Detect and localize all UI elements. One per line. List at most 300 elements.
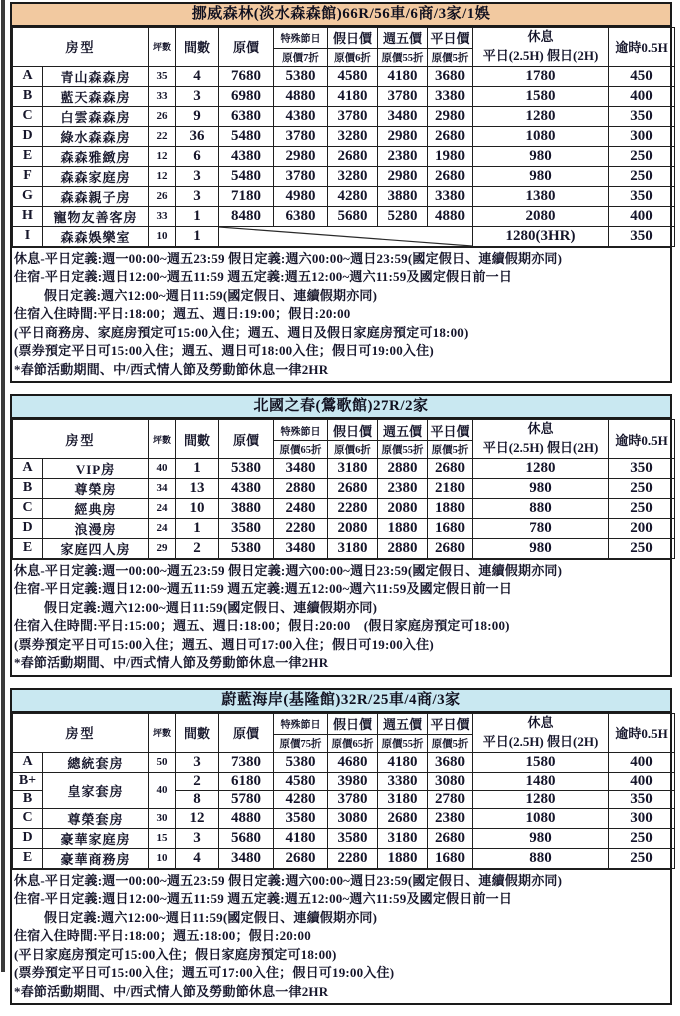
size-cell: 35 <box>149 66 176 86</box>
table-title: 蔚藍海岸(基隆館)32R/25車/4商/3家 <box>12 690 670 713</box>
table-row <box>13 538 675 558</box>
price-cell: 2280 <box>328 498 378 518</box>
rest-price-cell: 1080 <box>473 126 609 146</box>
note-line: (平日家庭房預定可15:00入住；假日家庭房預定可18:00) <box>14 946 337 962</box>
price-cell: 6980 <box>219 86 274 106</box>
rest-header-sub: 平日(2.5H) 假日(2H) <box>482 733 599 749</box>
count-cell: 6 <box>176 146 219 166</box>
room-name-cell: 豪華商務房 <box>43 848 149 868</box>
rest-price-cell: 1280(3HR) <box>473 226 609 246</box>
col-header-price-0: 特殊節日 <box>274 28 328 49</box>
room-code-cell: E <box>13 538 43 558</box>
count-cell: 13 <box>176 478 219 498</box>
col-header-original-price: 原價 <box>219 28 274 67</box>
room-name-cell: 寵物友善客房 <box>43 206 149 226</box>
room-name-cell: 綠水森森房 <box>43 126 149 146</box>
overtime-cell: 250 <box>609 848 675 868</box>
count-cell: 10 <box>176 498 219 518</box>
price-cell: 4880 <box>274 86 328 106</box>
table-row <box>13 772 675 790</box>
col-subheader-discount-3: 原價5折 <box>428 441 473 459</box>
room-code-cell: C <box>13 808 43 828</box>
table-row <box>13 848 675 868</box>
size-cell: 12 <box>149 146 176 166</box>
col-header-price-3: 平日價 <box>428 28 473 49</box>
overtime-cell: 350 <box>609 790 675 808</box>
room-code-cell: A <box>13 458 43 478</box>
rest-price-cell: 880 <box>473 848 609 868</box>
price-cell: 3180 <box>328 458 378 478</box>
room-name-cell: 尊榮套房 <box>43 808 149 828</box>
table-title: 挪威森林(淡水森森館)66R/56車/6商/3家/1娛 <box>12 4 670 27</box>
size-cell: 33 <box>149 86 176 106</box>
overtime-cell: 300 <box>609 808 675 828</box>
note-line: (平日商務房、家庭房預定可15:00入住；週五、週日及假日家庭房預定可18:00) <box>14 324 469 340</box>
size-cell: 30 <box>149 808 176 828</box>
rest-price-cell: 980 <box>473 538 609 558</box>
col-header-overtime: 逾時0.5H <box>609 28 675 67</box>
price-cell: 3480 <box>219 848 274 868</box>
room-code-cell: B+ <box>13 772 43 790</box>
price-cell: 4180 <box>328 86 378 106</box>
overtime-cell: 250 <box>609 538 675 558</box>
col-header-rest <box>473 28 609 67</box>
price-cell: 1680 <box>428 518 473 538</box>
size-cell: 22 <box>149 126 176 146</box>
notes-block <box>12 559 670 675</box>
note-line: 假日定義:週六12:00~週日11:59(國定假日、連續假期亦同) <box>14 599 378 615</box>
col-header-price-2: 週五價 <box>378 713 428 734</box>
room-code-cell: D <box>13 828 43 848</box>
price-cell: 1880 <box>428 498 473 518</box>
rest-price-cell: 2080 <box>473 206 609 226</box>
room-code-cell: F <box>13 166 43 186</box>
price-cell: 2780 <box>428 790 473 808</box>
count-cell: 3 <box>176 752 219 772</box>
rest-price-cell: 1280 <box>473 790 609 808</box>
room-code-cell: E <box>13 146 43 166</box>
count-cell: 1 <box>176 226 219 246</box>
table-row <box>13 86 675 106</box>
col-header-count: 間數 <box>176 713 219 752</box>
col-subheader-discount-0: 原價65折 <box>274 441 328 459</box>
scan-edge-line <box>1 0 5 972</box>
room-name-cell: 經典房 <box>43 498 149 518</box>
col-subheader-discount-0: 原價7折 <box>274 48 328 66</box>
overtime-cell: 250 <box>609 146 675 166</box>
rest-header-sub: 平日(2.5H) 假日(2H) <box>482 47 599 63</box>
room-code-cell: A <box>13 66 43 86</box>
price-cell: 2680 <box>328 478 378 498</box>
price-cell: 3380 <box>378 772 428 790</box>
price-cell: 2880 <box>378 538 428 558</box>
col-header-count: 間數 <box>176 420 219 459</box>
rest-header-top: 休息 <box>527 714 554 730</box>
room-code-cell: C <box>13 106 43 126</box>
col-subheader-discount-2: 原價55折 <box>378 734 428 752</box>
col-header-price-0: 特殊節日 <box>274 420 328 441</box>
note-line: 住宿入住時間:平日:18:00；週五:18:00；假日:20:00 <box>14 928 311 944</box>
price-cell: 5480 <box>219 166 274 186</box>
price-cell: 3280 <box>328 126 378 146</box>
table-row <box>13 126 675 146</box>
count-cell: 1 <box>176 206 219 226</box>
room-name-cell: 尊榮房 <box>43 478 149 498</box>
price-cell: 5680 <box>328 206 378 226</box>
room-name-cell: 總統套房 <box>43 752 149 772</box>
price-cell: 4380 <box>219 478 274 498</box>
note-line: (票券預定平日可15:00入住；週五、週日可17:00入住；假日可19:00入住) <box>14 636 434 652</box>
room-name-cell: 家庭四人房 <box>43 538 149 558</box>
price-table <box>12 27 675 247</box>
price-cell: 2680 <box>274 848 328 868</box>
price-cell: 2080 <box>328 518 378 538</box>
price-cell: 2280 <box>328 848 378 868</box>
rest-price-cell: 1480 <box>473 772 609 790</box>
price-cell: 4580 <box>328 66 378 86</box>
price-cell: 5380 <box>219 458 274 478</box>
col-header-price-1: 假日價 <box>328 713 378 734</box>
rest-price-cell: 980 <box>473 166 609 186</box>
note-line: (票券預定平日可15:00入住；週五、週日可18:00入住；假日可19:00入住) <box>14 343 434 359</box>
overtime-cell: 250 <box>609 828 675 848</box>
col-subheader-discount-3: 原價5折 <box>428 48 473 66</box>
size-cell: 12 <box>149 166 176 186</box>
page <box>10 2 672 1016</box>
room-code-cell: E <box>13 848 43 868</box>
price-cell: 5380 <box>274 66 328 86</box>
col-header-rest <box>473 420 609 459</box>
count-cell: 3 <box>176 166 219 186</box>
diagonal-line <box>219 227 472 246</box>
col-header-room-type: 房型 <box>13 420 149 459</box>
price-cell: 2280 <box>274 518 328 538</box>
overtime-cell: 300 <box>609 126 675 146</box>
price-cell: 1880 <box>378 848 428 868</box>
col-header-overtime: 逾時0.5H <box>609 420 675 459</box>
price-cell: 4280 <box>328 186 378 206</box>
table-row <box>13 498 675 518</box>
rest-header-top: 休息 <box>527 29 554 44</box>
price-cell: 3080 <box>428 772 473 790</box>
price-cell: 3780 <box>274 126 328 146</box>
price-cell: 1680 <box>428 848 473 868</box>
price-cell: 3380 <box>428 186 473 206</box>
table-row <box>13 478 675 498</box>
price-cell: 7380 <box>219 752 274 772</box>
overtime-cell: 400 <box>609 752 675 772</box>
note-line: 住宿入住時間:平日:18:00；週五、週日:19:00；假日:20:00 <box>14 306 351 322</box>
rest-price-cell: 780 <box>473 518 609 538</box>
price-cell: 2680 <box>378 808 428 828</box>
price-table <box>12 419 675 559</box>
price-cell: 1880 <box>378 518 428 538</box>
table-row <box>13 458 675 478</box>
col-subheader-discount-2: 原價55折 <box>378 441 428 459</box>
overtime-cell: 350 <box>609 458 675 478</box>
overtime-cell: 250 <box>609 478 675 498</box>
price-cell: 2880 <box>378 458 428 478</box>
price-cell: 2880 <box>274 478 328 498</box>
price-cell: 3780 <box>274 166 328 186</box>
room-code-cell: C <box>13 498 43 518</box>
count-cell: 9 <box>176 106 219 126</box>
note-line: 住宿-平日定義:週日12:00~週五11:59 週五定義:週五12:00~週六11:59及國定假日前一日 <box>14 581 513 597</box>
room-name-cell: 白雲森森房 <box>43 106 149 126</box>
rest-price-cell: 1780 <box>473 66 609 86</box>
price-cell: 4880 <box>219 808 274 828</box>
price-cell: 3780 <box>328 106 378 126</box>
price-cell: 2380 <box>378 478 428 498</box>
price-cell: 3580 <box>219 518 274 538</box>
size-cell: 10 <box>149 226 176 246</box>
col-subheader-discount-2: 原價55折 <box>378 48 428 66</box>
col-subheader-discount-3: 原價5折 <box>428 734 473 752</box>
size-cell: 10 <box>149 848 176 868</box>
col-header-price-1: 假日價 <box>328 420 378 441</box>
col-header-price-3: 平日價 <box>428 713 473 734</box>
price-cell: 4280 <box>274 790 328 808</box>
price-cell: 4380 <box>274 106 328 126</box>
price-cell: 7680 <box>219 66 274 86</box>
price-cell: 2680 <box>428 828 473 848</box>
price-cell: 2680 <box>328 146 378 166</box>
size-cell: 34 <box>149 478 176 498</box>
overtime-cell: 400 <box>609 86 675 106</box>
notes-block <box>12 247 670 382</box>
note-line: 假日定義:週六12:00~週日11:59(國定假日、連續假期亦同) <box>14 909 378 925</box>
count-cell: 2 <box>176 538 219 558</box>
price-cell: 3180 <box>328 538 378 558</box>
price-table-section <box>10 394 672 677</box>
rest-price-cell: 1080 <box>473 808 609 828</box>
price-cell: 4580 <box>274 772 328 790</box>
price-cell: 5380 <box>219 538 274 558</box>
price-cell: 2180 <box>428 478 473 498</box>
room-name-cell: 皇家套房 <box>43 772 149 808</box>
count-cell: 12 <box>176 808 219 828</box>
room-name-cell: 青山森森房 <box>43 66 149 86</box>
price-cell: 3680 <box>428 752 473 772</box>
price-cell: 5480 <box>219 126 274 146</box>
price-cell: 2680 <box>428 458 473 478</box>
rest-price-cell: 1580 <box>473 752 609 772</box>
room-name-cell: VIP房 <box>43 458 149 478</box>
table-row <box>13 166 675 186</box>
col-subheader-discount-1: 原價65折 <box>328 734 378 752</box>
count-cell: 36 <box>176 126 219 146</box>
notes-block <box>12 869 670 1004</box>
price-cell: 3580 <box>328 828 378 848</box>
price-cell: 4380 <box>219 146 274 166</box>
room-code-cell: B <box>13 478 43 498</box>
overtime-cell: 250 <box>609 498 675 518</box>
price-cell: 3180 <box>378 790 428 808</box>
overtime-cell: 200 <box>609 518 675 538</box>
col-header-rest <box>473 713 609 752</box>
price-cell: 3480 <box>274 538 328 558</box>
price-cell: 2680 <box>428 538 473 558</box>
price-cell: 5780 <box>219 790 274 808</box>
count-cell: 1 <box>176 518 219 538</box>
size-cell: 40 <box>149 772 176 808</box>
overtime-cell: 350 <box>609 106 675 126</box>
price-cell: 3580 <box>274 808 328 828</box>
count-cell: 8 <box>176 790 219 808</box>
table-row <box>13 106 675 126</box>
table-row <box>13 828 675 848</box>
col-header-price-1: 假日價 <box>328 28 378 49</box>
table-row <box>13 752 675 772</box>
rest-price-cell: 1280 <box>473 458 609 478</box>
col-header-size: 坪數 <box>149 713 176 752</box>
price-cell: 6180 <box>219 772 274 790</box>
col-header-price-0: 特殊節日 <box>274 713 328 734</box>
price-cell: 3780 <box>378 86 428 106</box>
note-line: 住宿入住時間:平日:15:00；週五、週日:18:00；假日:20:00 (假日家庭房預定可18:00) <box>14 618 510 634</box>
room-code-cell: B <box>13 86 43 106</box>
price-cell: 2680 <box>428 166 473 186</box>
price-cell: 2980 <box>274 146 328 166</box>
price-cell: 3880 <box>378 186 428 206</box>
count-cell: 3 <box>176 86 219 106</box>
size-cell: 33 <box>149 206 176 226</box>
table-row <box>13 206 675 226</box>
price-cell: 3480 <box>274 458 328 478</box>
room-code-cell: D <box>13 518 43 538</box>
price-table-section <box>10 2 672 383</box>
col-subheader-discount-1: 原價6折 <box>328 441 378 459</box>
rest-price-cell: 1280 <box>473 106 609 126</box>
table-row <box>13 66 675 86</box>
price-cell: 3880 <box>219 498 274 518</box>
note-line: *春節活動期間、中/西式情人節及勞動節休息一律2HR <box>14 655 329 671</box>
price-cell: 3080 <box>328 808 378 828</box>
room-code-cell: D <box>13 126 43 146</box>
col-header-overtime: 逾時0.5H <box>609 713 675 752</box>
rest-header-sub: 平日(2.5H) 假日(2H) <box>482 440 599 456</box>
overtime-cell: 350 <box>609 186 675 206</box>
count-cell: 2 <box>176 772 219 790</box>
overtime-cell: 450 <box>609 66 675 86</box>
note-line: (票券預定平日可15:00入住；週五可17:00入住；假日可19:00入住) <box>14 965 395 981</box>
price-cell: 2980 <box>378 126 428 146</box>
price-cell: 5680 <box>219 828 274 848</box>
col-header-room-type: 房型 <box>13 713 149 752</box>
col-header-size: 坪數 <box>149 28 176 67</box>
rest-header-top: 休息 <box>527 421 554 437</box>
table-row <box>13 808 675 828</box>
col-header-original-price: 原價 <box>219 420 274 459</box>
price-cell: 7180 <box>219 186 274 206</box>
price-cell: 6380 <box>274 206 328 226</box>
count-cell: 4 <box>176 848 219 868</box>
price-cell: 4980 <box>274 186 328 206</box>
table-row <box>13 186 675 206</box>
col-header-room-type: 房型 <box>13 28 149 67</box>
price-cell: 5280 <box>378 206 428 226</box>
price-cell: 2480 <box>274 498 328 518</box>
size-cell: 40 <box>149 458 176 478</box>
note-line: *春節活動期間、中/西式情人節及勞動節休息一律2HR <box>14 361 329 377</box>
overtime-cell: 400 <box>609 772 675 790</box>
table-row <box>13 146 675 166</box>
room-name-cell: 豪華家庭房 <box>43 828 149 848</box>
note-line: *春節活動期間、中/西式情人節及勞動節休息一律2HR <box>14 983 329 999</box>
overtime-cell: 250 <box>609 166 675 186</box>
rest-price-cell: 1380 <box>473 186 609 206</box>
note-line: 休息-平日定義:週一00:00~週五23:59 假日定義:週六00:00~週日23:59(國定假日、連續假期亦同) <box>14 562 563 578</box>
price-cell: 4680 <box>328 752 378 772</box>
price-table <box>12 713 675 869</box>
room-code-cell: B <box>13 790 43 808</box>
price-cell: 3480 <box>378 106 428 126</box>
price-cell: 1980 <box>428 146 473 166</box>
room-name-cell: 森森娛樂室 <box>43 226 149 246</box>
price-cell: 5380 <box>274 752 328 772</box>
price-table-section <box>10 688 672 1005</box>
note-line: 住宿-平日定義:週日12:00~週五11:59 週五定義:週五12:00~週六11:59及國定假日前一日 <box>14 269 513 285</box>
col-header-price-3: 平日價 <box>428 420 473 441</box>
price-cell: 2080 <box>378 498 428 518</box>
price-cell: 3980 <box>328 772 378 790</box>
col-header-size: 坪數 <box>149 420 176 459</box>
col-header-price-2: 週五價 <box>378 28 428 49</box>
col-header-original-price: 原價 <box>219 713 274 752</box>
merged-empty-cell <box>219 226 473 246</box>
col-subheader-discount-1: 原價6折 <box>328 48 378 66</box>
overtime-cell: 400 <box>609 206 675 226</box>
size-cell: 24 <box>149 518 176 538</box>
note-line: 假日定義:週六12:00~週日11:59(國定假日、連續假期亦同) <box>14 287 378 303</box>
size-cell: 26 <box>149 186 176 206</box>
price-cell: 2380 <box>378 146 428 166</box>
room-name-cell: 森森家庭房 <box>43 166 149 186</box>
size-cell: 15 <box>149 828 176 848</box>
price-cell: 3680 <box>428 66 473 86</box>
table-title: 北國之春(鶯歌館)27R/2家 <box>12 396 670 419</box>
room-name-cell: 藍天森森房 <box>43 86 149 106</box>
col-header-price-2: 週五價 <box>378 420 428 441</box>
price-cell: 6380 <box>219 106 274 126</box>
count-cell: 3 <box>176 186 219 206</box>
table-row <box>13 518 675 538</box>
price-cell: 3180 <box>378 828 428 848</box>
room-code-cell: I <box>13 226 43 246</box>
rest-price-cell: 980 <box>473 146 609 166</box>
price-cell: 2980 <box>378 166 428 186</box>
count-cell: 4 <box>176 66 219 86</box>
price-cell: 2980 <box>428 106 473 126</box>
rest-price-cell: 980 <box>473 478 609 498</box>
room-name-cell: 森森雅緻房 <box>43 146 149 166</box>
note-line: 住宿-平日定義:週日12:00~週五11:59 週五定義:週五12:00~週六11:59及國定假日前一日 <box>14 891 513 907</box>
table-row <box>13 226 675 246</box>
rest-price-cell: 980 <box>473 828 609 848</box>
room-name-cell: 森森親子房 <box>43 186 149 206</box>
note-line: 休息-平日定義:週一00:00~週五23:59 假日定義:週六00:00~週日23:59(國定假日、連續假期亦同) <box>14 872 563 888</box>
price-cell: 3280 <box>328 166 378 186</box>
room-code-cell: H <box>13 206 43 226</box>
room-code-cell: G <box>13 186 43 206</box>
price-cell: 3780 <box>328 790 378 808</box>
room-name-cell: 浪漫房 <box>43 518 149 538</box>
count-cell: 1 <box>176 458 219 478</box>
size-cell: 26 <box>149 106 176 126</box>
size-cell: 50 <box>149 752 176 772</box>
price-cell: 4880 <box>428 206 473 226</box>
size-cell: 29 <box>149 538 176 558</box>
